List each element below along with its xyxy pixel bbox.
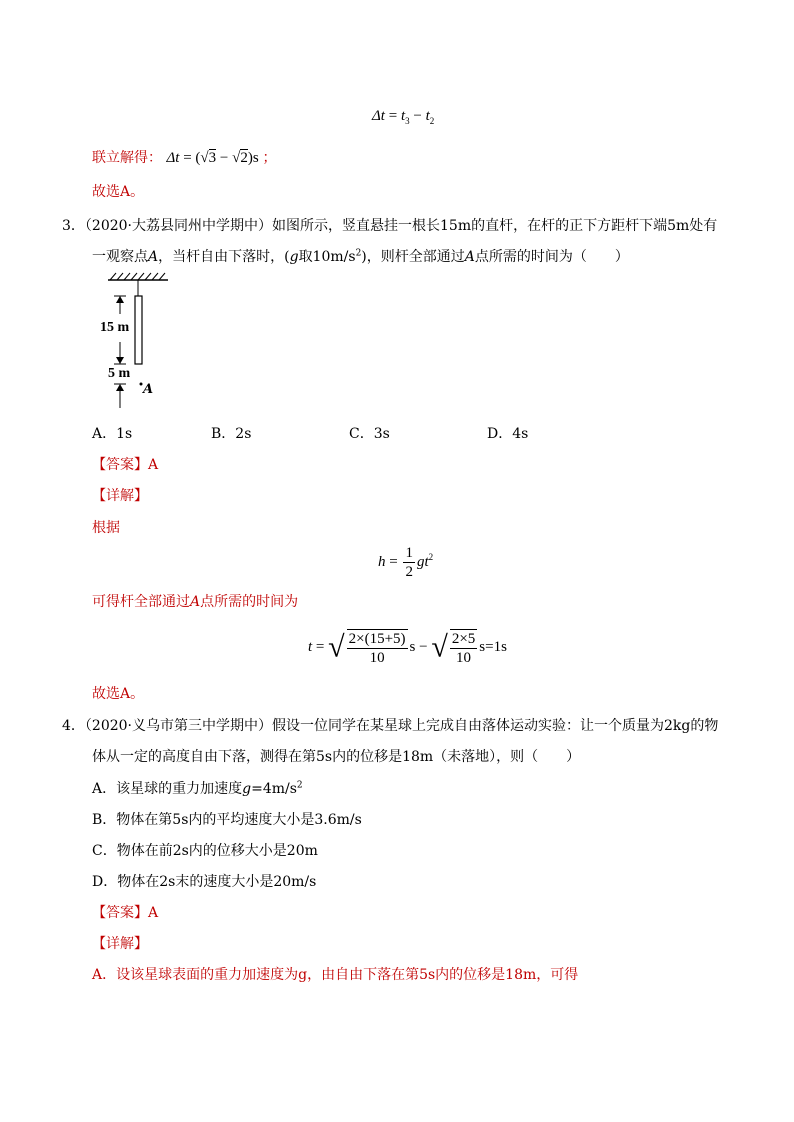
formula-h-eq: = xyxy=(389,554,398,570)
arrow-up-icon xyxy=(116,296,124,303)
formula-t-lhs: t xyxy=(308,639,313,655)
q4-explain-a: A．设该星球表面的重力加速度为g，由自由下落在第5s内的位移是18m，可得 xyxy=(92,967,579,983)
label-15m: 15 m xyxy=(100,320,130,335)
frac-num: 1 xyxy=(405,545,413,562)
solve-label: 联立解得： xyxy=(92,150,162,166)
formula-t3-sub: 3 xyxy=(405,116,410,126)
q3-option-a: A．1s xyxy=(92,426,133,442)
sqrt-symbol: √ xyxy=(200,150,209,166)
formula-t xyxy=(308,622,507,673)
q4-option-c: C．物体在前2s内的位移大小是20m xyxy=(92,843,318,859)
formula-h-gt: gt xyxy=(416,554,429,570)
solve-expr-close: )s xyxy=(247,150,259,166)
q3-choose: 故选A。 xyxy=(92,686,145,702)
solve-root2: 2 xyxy=(240,150,248,166)
q4-option-d: D．物体在2s末的速度大小是20m/s xyxy=(92,874,317,890)
q4-opt-a-value: =4m/s xyxy=(251,781,297,797)
solve-root3: 3 xyxy=(208,150,217,166)
formula-lhs: Δt xyxy=(372,108,385,124)
sqrt-symbol: √ xyxy=(328,630,345,664)
q4-number: 4． xyxy=(62,718,85,734)
result-text-b: 点所需的时间为 xyxy=(200,594,299,610)
solve-expr-lhs: Δt xyxy=(166,150,180,166)
formula-h-frac xyxy=(403,544,415,581)
formula-t2-sub: 2 xyxy=(429,116,435,126)
q3-figure xyxy=(90,270,180,415)
solve-end: ； xyxy=(262,150,277,166)
q3-sup: 2 xyxy=(355,248,362,259)
result-point-a: A xyxy=(190,594,201,610)
q4-detail: 【详解】 xyxy=(92,936,148,952)
rod xyxy=(135,296,142,364)
q3-text1: （2020·大荔县同州中学期中）如图所示，竖直悬挂一根长15m的直杆，在杆的正下方距杆下端5m处有 xyxy=(84,218,718,234)
frac2-num: 2×5 xyxy=(451,630,476,647)
ceiling-hatch xyxy=(110,273,165,280)
formula-t3: t xyxy=(400,108,406,124)
q3-text2e: 点所需的时间为（ ） xyxy=(474,249,629,265)
q3-text2a: 一观察点 xyxy=(92,249,148,265)
formula-delta-t xyxy=(372,106,434,126)
q3-line1 xyxy=(62,216,717,236)
formula-eq: = xyxy=(388,108,398,124)
sqrt-symbol: √ xyxy=(232,150,241,166)
q4-line2: 体从一定的高度自由下落，测得在第5s内的位移是18m（未落地），则（ ） xyxy=(92,749,581,765)
solve-line xyxy=(92,148,276,168)
q3-text2b: ，当杆自由下落时，( xyxy=(158,249,290,265)
solve-expr-open: ( xyxy=(195,150,201,166)
formula-t-frac1 xyxy=(347,629,408,667)
choose-line-1: 故选A。 xyxy=(92,184,145,200)
q3-option-d: D．4s xyxy=(487,426,529,442)
solve-expr-eq: = xyxy=(183,150,192,166)
q3-answer: 【答案】A xyxy=(92,457,159,473)
frac-den: 2 xyxy=(405,564,413,581)
q4-opt-a-g: g xyxy=(242,781,252,797)
formula-t2: t xyxy=(425,108,430,124)
formula-t-minus: − xyxy=(419,639,428,655)
formula-t-s1: s xyxy=(409,639,416,655)
label-5m: 5 m xyxy=(108,366,131,381)
formula-t-eq: = xyxy=(315,639,325,655)
q3-option-c: C．3s xyxy=(349,426,390,442)
q4-option-a xyxy=(92,779,303,799)
label-a: A xyxy=(143,382,154,397)
q3-g: g xyxy=(289,249,299,265)
formula-minus: − xyxy=(413,108,422,124)
frac2-den: 10 xyxy=(456,649,472,666)
formula-t-frac2 xyxy=(450,629,477,667)
q4-opt-a-sup: 2 xyxy=(296,780,303,791)
sqrt-symbol: √ xyxy=(431,630,448,664)
formula-h xyxy=(378,544,433,581)
result-text-a: 可得杆全部通过 xyxy=(92,594,190,610)
q4-text1: （2020·义乌市第三中学期中）假设一位同学在某星球上完成自由落体运动实验：让一个质量为2kg的物 xyxy=(84,718,719,734)
solve-minus: − xyxy=(219,150,229,166)
q3-line2 xyxy=(92,247,629,267)
q4-line1 xyxy=(62,716,718,736)
formula-t-s2: s=1s xyxy=(479,639,507,655)
q4-answer: 【答案】A xyxy=(92,905,159,921)
q3-text2c: 取10m/s xyxy=(298,249,356,265)
q3-number: 3． xyxy=(62,218,85,234)
q3-basis: 根据 xyxy=(92,520,120,536)
q3-point-a: A xyxy=(148,249,159,265)
q3-option-b: B．2s xyxy=(211,426,252,442)
formula-h-sup: 2 xyxy=(428,552,434,562)
q4-opt-a-text: A．该星球的重力加速度 xyxy=(92,781,243,797)
formula-h-lhs: h xyxy=(378,554,386,570)
frac1-den: 10 xyxy=(369,649,385,666)
q3-text2d: )，则杆全部通过 xyxy=(361,249,465,265)
arrow-up-icon xyxy=(116,384,124,391)
frac1-num: 2×(15+5) xyxy=(348,630,406,647)
q3-detail: 【详解】 xyxy=(92,488,148,504)
q3-point-a2: A xyxy=(464,249,475,265)
q3-result-line xyxy=(92,592,298,612)
q4-option-b: B．物体在第5s内的平均速度大小是3.6m/s xyxy=(92,812,362,828)
solve-expr xyxy=(166,149,262,166)
arrow-down-icon xyxy=(116,357,124,364)
